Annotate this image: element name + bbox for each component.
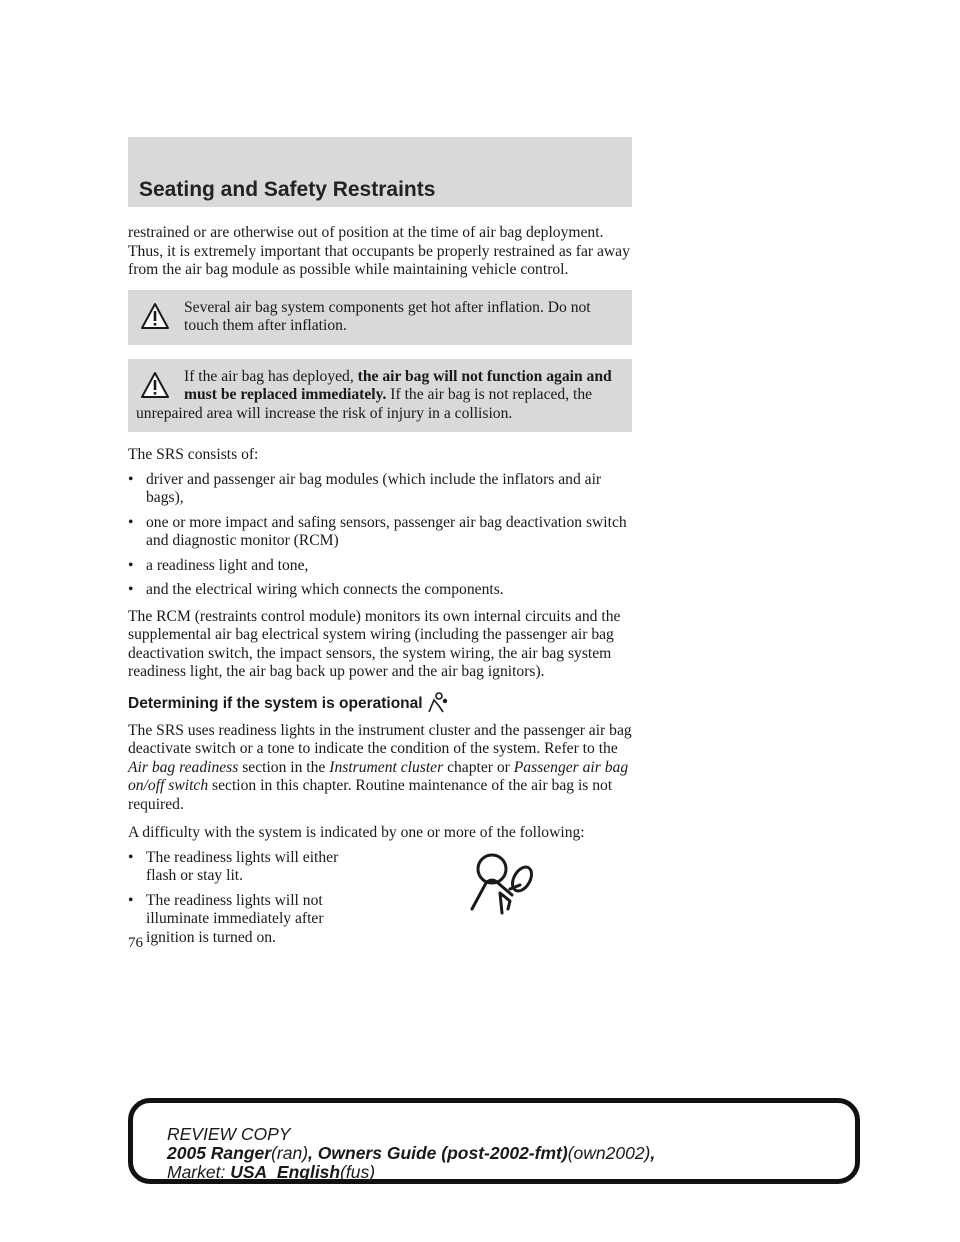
- rcm-paragraph: The RCM (restraints control module) monitors its own internal circuits and the supplemental air bag electrical system wiring (including the passenger air bag deactivation switch, the impact sensors, the system wiring, the air bag system readiness light, the air bag back up power and the air bag ignitors).: [128, 607, 621, 680]
- warning-box-hot-components: [128, 290, 632, 345]
- review-copy-label: REVIEW COPY: [167, 1124, 291, 1144]
- difficulty-section: [128, 849, 632, 948]
- review-copy-footer: [128, 1098, 860, 1184]
- warning-box-deployed: [128, 359, 632, 433]
- warning-triangle-icon: [140, 370, 170, 400]
- difficulty-intro: A difficulty with the system is indicated by one or more of the following:: [128, 824, 585, 841]
- page-number: 76: [128, 935, 143, 951]
- intro-paragraph: restrained or are otherwise out of position at the time of air bag deployment. Thus, it is extremely important that occupants be properly restrained as far away from the air bag module as possible while maintaining vehicle control.: [128, 224, 630, 278]
- review-model-line: 2005 Ranger(ran), Owners Guide (post-2002-fmt)(own2002),: [167, 1143, 656, 1163]
- warning-text-deployed: If the air bag has deployed, the air bag will not function again and must be replaced immediately. If the air bag is not replaced, the unrepaired area will increase the risk of injury in a collision.: [136, 367, 612, 422]
- list-item: • The readiness lights will either flash or stay lit.: [128, 848, 339, 884]
- warning-triangle-icon: [140, 301, 170, 331]
- airbag-warning-icon: [464, 849, 544, 929]
- difficulty-list: [128, 849, 368, 948]
- airbag-seat-icon: [425, 692, 449, 714]
- operational-subheading: Determining if the system is operational: [128, 692, 632, 714]
- list-item: • one or more impact and safing sensors, passenger air bag deactivation switch and diagnostic monitor (RCM): [128, 513, 627, 549]
- review-market-line: Market: USA_English(fus): [167, 1162, 376, 1182]
- list-item: • a readiness light and tone,: [128, 556, 309, 574]
- list-item: • The readiness lights will not illuminate immediately after ignition is turned on.: [128, 891, 324, 946]
- warning-text-hot-components: Several air bag system components get hot after inflation. Do not touch them after inflation.: [184, 298, 591, 334]
- srs-intro: The SRS consists of:: [128, 446, 259, 463]
- section-header-band: [128, 137, 632, 207]
- section-title: Seating and Safety Restraints: [139, 178, 436, 201]
- page-content: [128, 224, 632, 955]
- list-item: • driver and passenger air bag modules (which include the inflators and air bags),: [128, 470, 602, 506]
- list-item: • and the electrical wiring which connects the components.: [128, 581, 504, 598]
- srs-components-list: [128, 471, 632, 600]
- operational-paragraph: The SRS uses readiness lights in the instrument cluster and the passenger air bag deactivate switch or a tone to indicate the condition of the system. Refer to the Air bag readiness section in the Instrument cluster chapter or Passenger air bag on/off switch section in this chapter. Routine maintenance of the air bag is not required.: [128, 721, 632, 813]
